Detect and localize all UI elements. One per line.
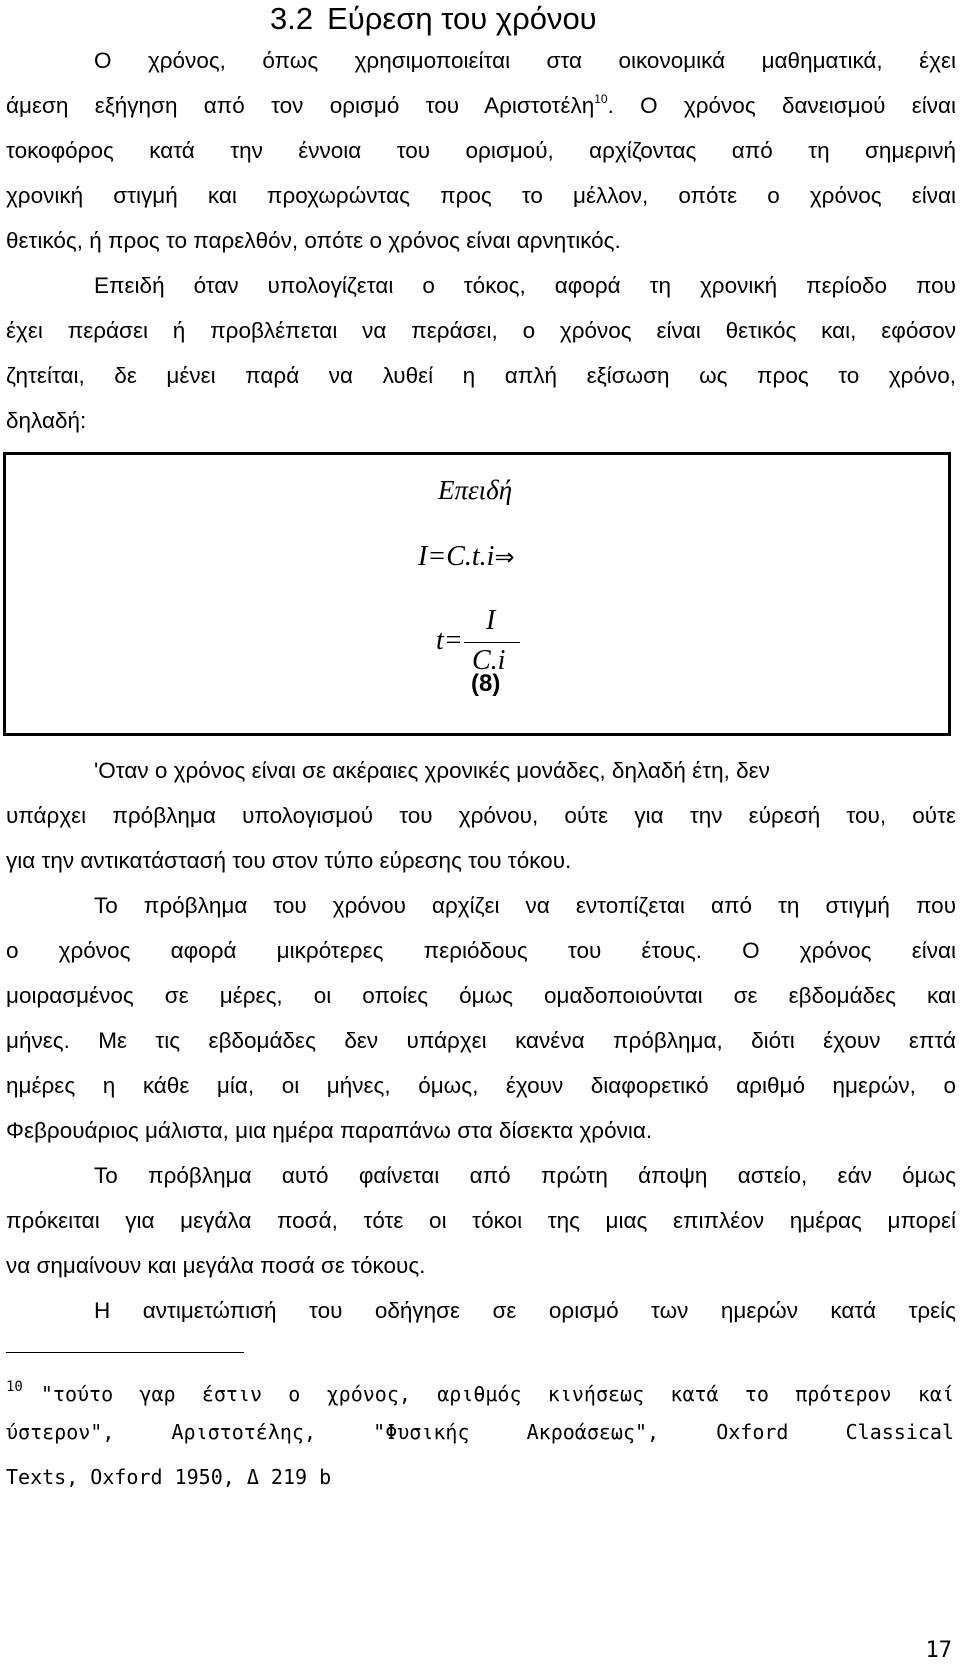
footnote-mark: 10 [6, 1379, 23, 1395]
paragraph-line: Φεβρουάριος μάλιστα, μια ημέρα παραπάνω στα δίσεκτα χρόνια. [6, 1118, 653, 1143]
paragraph-line: να σημαίνουν και μεγάλα ποσά σε τόκους. [6, 1253, 426, 1278]
formula-eq1: I=C.t.i [418, 541, 495, 572]
text-span: . Ο χρόνος δανεισμού είναι [607, 93, 956, 118]
formula-numerator: I [486, 605, 496, 636]
paragraph-line: 'Οταν ο χρόνος είναι σε ακέραιες χρονικές μονάδες, δηλαδή έτη, δεν [94, 758, 770, 783]
formula-box [3, 452, 951, 736]
formula-lhs: t= [436, 625, 463, 656]
paragraph-line: τοκοφόρος κατά την έννοια του ορισμού, αρχίζοντας από τη σημερινή [6, 138, 956, 163]
paragraph-line: ημέρες η κάθε μία, οι μήνες, όμως, έχουν διαφορετικό αριθμό ημερών, ο [6, 1073, 956, 1098]
paragraph-line: χρονική στιγμή και προχωρώντας προς το μέλλον, οπότε ο χρόνος είναι [6, 183, 956, 208]
paragraph-line [6, 83, 956, 128]
paragraph-4 [6, 883, 956, 1153]
paragraph-line: δηλαδή: [6, 408, 87, 433]
formula-equation [418, 541, 515, 573]
paragraph-1 [6, 38, 956, 263]
section-title: Εύρεση του χρόνου [327, 1, 597, 36]
paragraph-line: ο χρόνος αφορά μικρότερες περιόδους του έτους. Ο χρόνος είναι [6, 938, 956, 963]
paragraph-2 [6, 263, 956, 443]
footnote [6, 1365, 954, 1500]
fraction-bar [464, 642, 520, 643]
paragraph-line: Το πρόβλημα αυτό φαίνεται από πρώτη άποψη αστείο, εάν όμως [94, 1163, 956, 1188]
paragraph-line: υπάρχει πρόβλημα υπολογισμού του χρόνου, ούτε για την εύρεσή του, ούτε [6, 803, 956, 828]
paragraph-6 [6, 1288, 956, 1333]
paragraph-line: για την αντικατάστασή του στον τύπο εύρεσης του τόκου. [6, 848, 572, 873]
footnote-line: ύστερον", Αριστοτέλης, "Φυσικής Ακροάσεως", Oxford Classical [6, 1420, 954, 1444]
paragraph-line: Η αντιμετώπισή του οδήγησε σε ορισμό των ημερών κατά τρείς [94, 1298, 956, 1323]
paragraph-line: μοιρασμένος σε μέρες, οι οποίες όμως ομαδοποιούνται σε εβδομάδες και [6, 983, 956, 1008]
formula-denominator: C.i [472, 645, 506, 676]
section-number: 3.2 [270, 1, 314, 36]
implies-arrow-icon: ⇒ [494, 545, 515, 571]
footnote-reference[interactable]: 10 [594, 92, 608, 106]
equation-number: (8) [471, 670, 501, 697]
paragraph-line: Ο χρόνος, όπως χρησιμοποιείται στα οικονομικά μαθηματικά, έχει [94, 48, 956, 73]
paragraph-line: ζητείται, δε μένει παρά να λυθεί η απλή εξίσωση ως προς το χρόνο, [6, 363, 956, 388]
footnote-text: "τούτο γαρ έστιν ο χρόνος, αριθμός κινήσεως κατά το πρότερον καί [40, 1382, 954, 1406]
paragraph-line: θετικός, ή προς το παρελθόν, οπότε ο χρόνος είναι αρνητικός. [6, 228, 621, 253]
formula-word: Επειδή [438, 475, 513, 505]
paragraph-3 [6, 748, 956, 883]
paragraph-5 [6, 1153, 956, 1288]
paragraph-line: μήνες. Με τις εβδομάδες δεν υπάρχει κανένα πρόβλημα, διότι έχουν επτά [6, 1028, 956, 1053]
footnote-line: Texts, Oxford 1950, Δ 219 b [6, 1465, 332, 1489]
paragraph-line: έχει περάσει ή προβλέπεται να περάσει, ο χρόνος είναι θετικός και, εφόσον [6, 318, 956, 343]
paragraph-line: πρόκειται για μεγάλα ποσά, τότε οι τόκοι της μιας επιπλέον ημέρας μπορεί [6, 1208, 956, 1233]
text-span: άμεση εξήγηση από τον ορισμό του Αριστοτέλη [6, 93, 595, 118]
page-number: 17 [925, 1638, 952, 1663]
footnote-line [6, 1365, 954, 1410]
paragraph-line: Το πρόβλημα του χρόνου αρχίζει να εντοπίζεται από τη στιγμή που [94, 893, 956, 918]
footnote-separator [6, 1352, 244, 1353]
paragraph-line: Επειδή όταν υπολογίζεται ο τόκος, αφορά τη χρονική περίοδο που [94, 273, 956, 298]
section-heading [270, 0, 597, 38]
